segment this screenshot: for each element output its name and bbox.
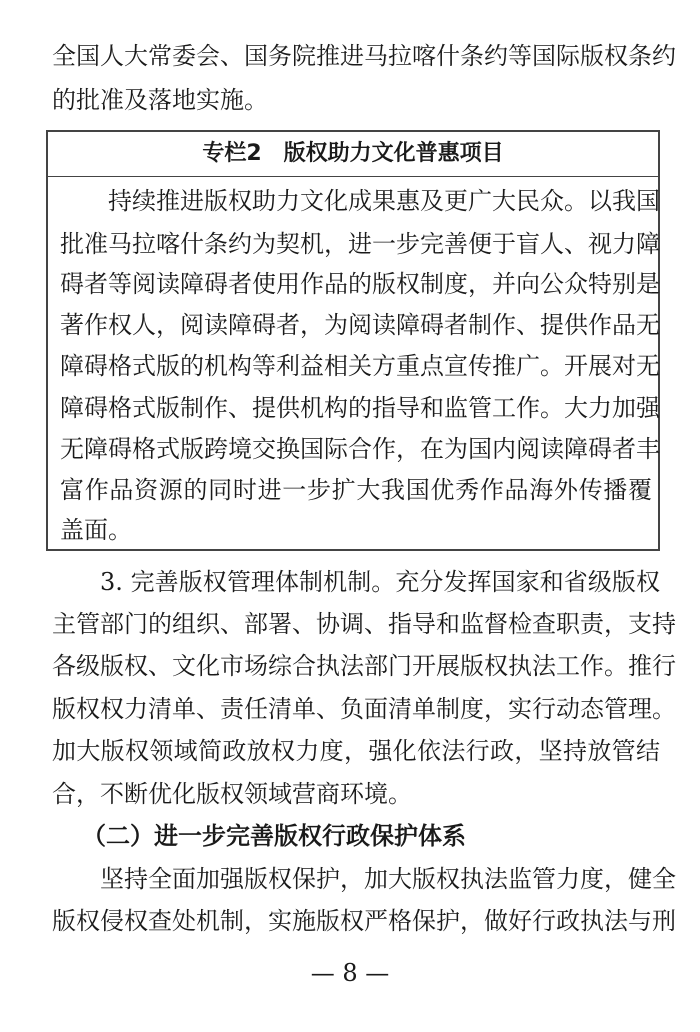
sidebar-line-8: 富作品资源的同时进一步扩大我国优秀作品海外传播覆 <box>60 476 652 504</box>
sidebar-line-2: 批准马拉喀什条约为契机，进一步完善便于盲人、视力障 <box>60 230 660 258</box>
section3-line-1: 3. 完善版权管理体制机制。充分发挥国家和省级版权 <box>100 568 660 596</box>
intro-line-1: 全国人大常委会、国务院推进马拉喀什条约等国际版权条约 <box>52 42 676 70</box>
section3-line-4: 版权权力清单、责任清单、负面清单制度，实行动态管理。 <box>52 695 676 723</box>
intro-line-2: 的批准及落地实施。 <box>52 86 268 114</box>
subsection-line-2: 版权侵权查处机制，实施版权严格保护，做好行政执法与刑 <box>52 907 676 935</box>
sidebar-line-6: 障碍格式版制作、提供机构的指导和监管工作。大力加强 <box>60 394 660 422</box>
sidebar-line-3: 碍者等阅读障碍者使用作品的版权制度，并向公众特别是 <box>60 270 660 298</box>
sidebar-line-1: 持续推进版权助力文化成果惠及更广大民众。以我国 <box>108 187 660 215</box>
sidebar-line-7: 无障碍格式版跨境交换国际合作，在为国内阅读障碍者丰 <box>60 435 660 463</box>
section3-line-2: 主管部门的组织、部署、协调、指导和监督检查职责，支持 <box>52 610 676 638</box>
sidebar-line-4: 著作权人，阅读障碍者，为阅读障碍者制作、提供作品无 <box>60 311 660 339</box>
subsection-line-1: 坚持全面加强版权保护，加大版权执法监管力度，健全 <box>100 865 676 893</box>
sidebar-title-row <box>48 132 658 177</box>
section3-line-6: 合，不断优化版权领域营商环境。 <box>52 780 412 808</box>
section3-line-3: 各级版权、文化市场综合执法部门开展版权执法工作。推行 <box>52 652 676 680</box>
subsection-heading: （二）进一步完善版权行政保护体系 <box>82 822 466 850</box>
sidebar-line-5: 障碍格式版的机构等利益相关方重点宣传推广。开展对无 <box>60 352 660 380</box>
section3-line-5: 加大版权领域简政放权力度，强化依法行政，坚持放管结 <box>52 737 660 765</box>
sidebar-line-9: 盖面。 <box>60 516 132 544</box>
sidebar-title: 专栏2 版权助力文化普惠项目 <box>202 141 504 166</box>
page-number: — 8 — <box>310 959 390 987</box>
